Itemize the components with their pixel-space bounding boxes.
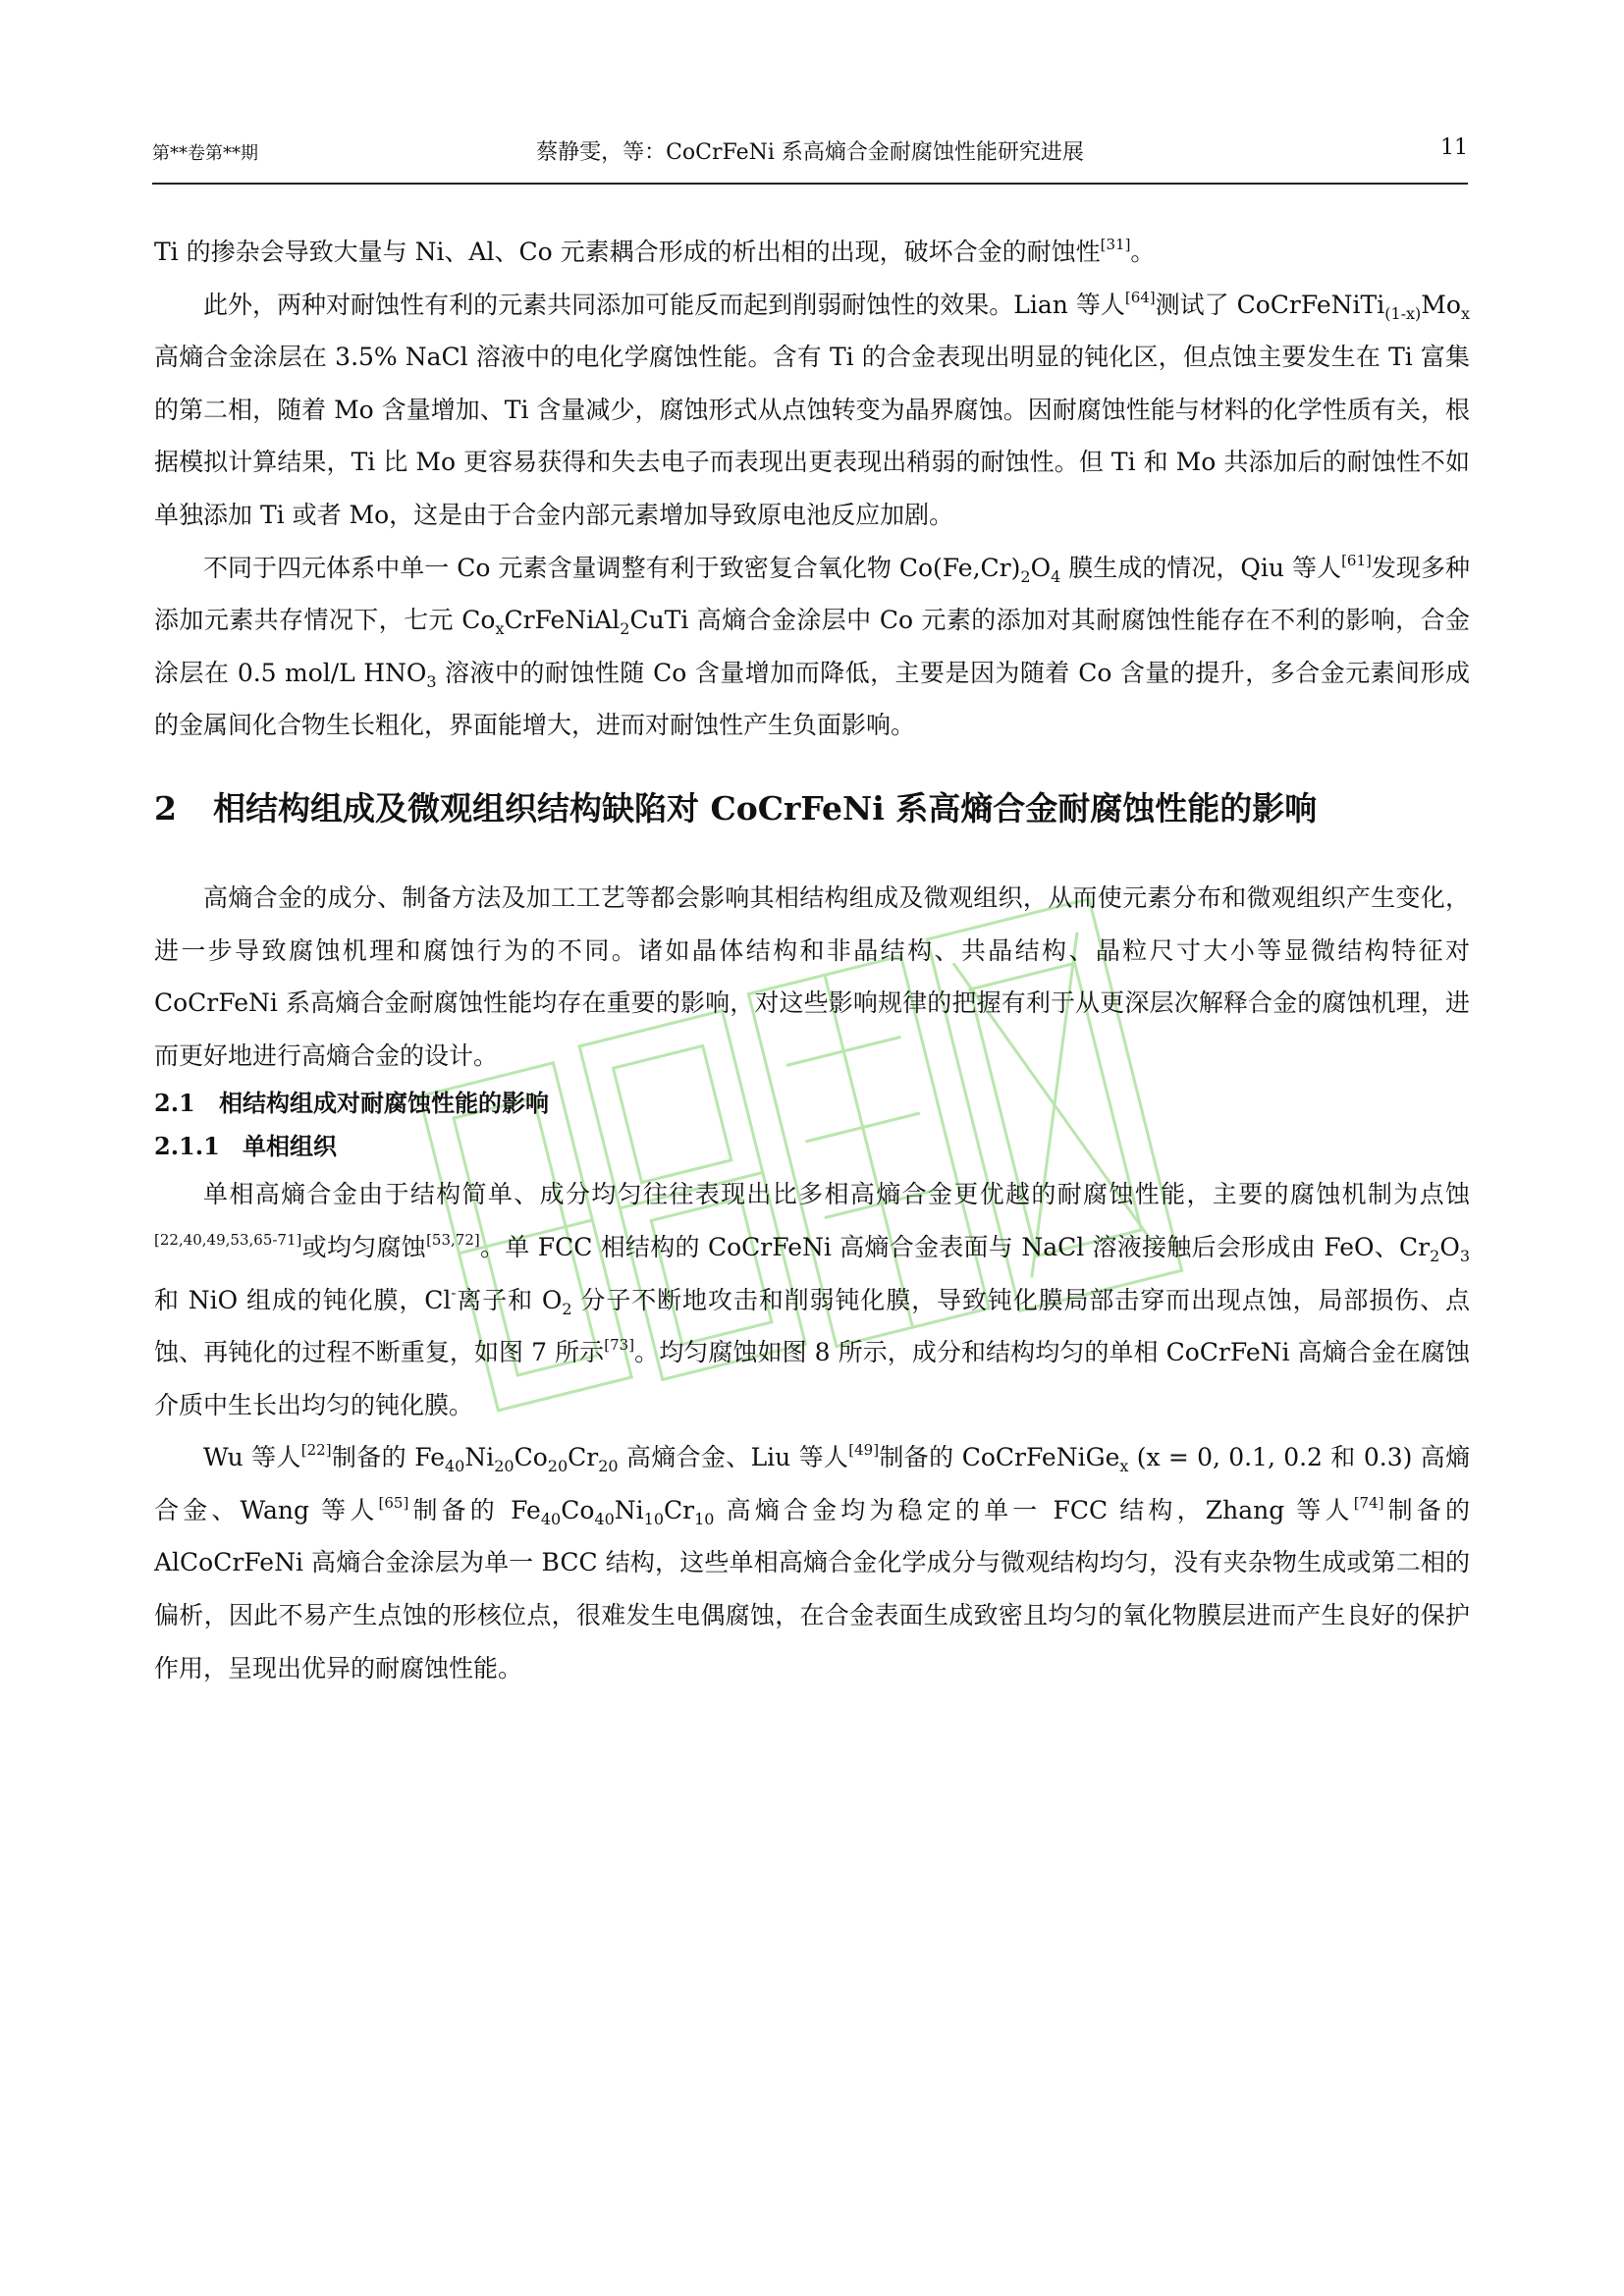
page-body	[154, 226, 1470, 1694]
page-number: 11	[1440, 135, 1468, 160]
section-heading-2-1-1: 2.1.1 单相组织	[154, 1132, 337, 1161]
citation: [64]	[1124, 288, 1156, 306]
running-header	[152, 132, 1468, 171]
citation: [73]	[604, 1336, 635, 1355]
paragraph-5: 单相高熵合金由于结构简单、成分均匀往往表现出比多相高熵合金更优越的耐腐蚀性能，主要的腐蚀机制为点蚀[22,40,49,53,65-71]或均匀腐蚀[53,72]。单 FCC 相结构的 CoCrFeNi 高熵合金表面与 NaCl 溶液接触后会形成由 FeO、$Cr_2O_3$ 和 NiO 组成的钝化膜，Cl-离子和 $O_2$ 分子不断地攻击和削弱钝化膜，导致钝化膜局部击穿而出现点蚀，局部损伤、点蚀、再钝化的过程不断重复，如图 7 所示[73]。均匀腐蚀如图 8 所示，成分和结构均匀的单相 CoCrFeNi 高熵合金在腐蚀介质中生长出均匀的钝化膜。	[154, 1180, 1470, 1419]
citation: [22]	[300, 1441, 332, 1460]
citation: [74]	[1353, 1493, 1384, 1512]
citation: [31]	[1100, 236, 1131, 253]
citation: [53,72]	[426, 1230, 480, 1249]
paragraph-1: Ti 的掺杂会导致大量与 Ni、Al、Co 元素耦合形成的析出相的出现，破坏合金的耐蚀性[31]。	[154, 236, 1156, 266]
citation: [22,40,49,53,65-71]	[154, 1230, 302, 1249]
header-divider	[152, 183, 1468, 185]
paragraph-4: 高熵合金的成分、制备方法及加工工艺等都会影响其相结构组成及微观组织，从而使元素分布和微观组织产生变化，进一步导致腐蚀机理和腐蚀行为的不同。诸如晶体结构和非晶结构、共晶结构、晶粒尺寸大小等显微结构特征对 CoCrFeNi 系高熵合金耐腐蚀性能均存在重要的影响，对这些影响规律的把握有利于从更深层次解释合金的腐蚀机理，进而更好地进行高熵合金的设计。	[154, 882, 1470, 1070]
paragraph-3: 不同于四元体系中单一 Co 元素含量调整有利于致密复合氧化物 $Co(Fe,Cr)_2O_4$ 膜生成的情况，Qiu 等人[61]发现多种添加元素共存情况下，七元 $Co_xCrFeNiAl_2CuTi$ 高熵合金涂层中 Co 元素的添加对其耐腐蚀性能存在不利的影响，合金涂层在 0.5 mol/L $HNO_3$ 溶液中的耐蚀性随 Co 含量增加而降低，主要是因为随着 Co 含量的提升，多合金元素间形成的金属间化合物生长粗化，界面能增大，进而对耐蚀性产生负面影响。	[154, 551, 1470, 740]
paragraph-2: 此外，两种对耐蚀性有利的元素共同添加可能反而起到削弱耐蚀性的效果。Lian 等人[64]测试了 $CoCrFeNiTi_{(1-x)}Mo_x$ 高熵合金涂层在 3.5% NaCl 溶液中的电化学腐蚀性能。含有 Ti 的合金表现出明显的钝化区，但点蚀主要发生在 Ti 富集的第二相，随着 Mo 含量增加、Ti 含量减少，腐蚀形式从点蚀转变为晶界腐蚀。因耐腐蚀性能与材料的化学性质有关，根据模拟计算结果，Ti 比 Mo 更容易获得和失去电子而表现出更表现出稍弱的耐蚀性。但 Ti 和 Mo 共添加后的耐蚀性不如单独添加 Ti 或者 Mo，这是由于合金内部元素增加导致原电池反应加剧。	[154, 288, 1470, 529]
journal-volume-issue: 第**卷第**期	[152, 143, 258, 164]
citation: [61]	[1341, 551, 1372, 569]
running-title: 蔡静雯，等：CoCrFeNi 系高熵合金耐腐蚀性能研究进展	[536, 140, 1084, 165]
citation: [65]	[378, 1493, 409, 1512]
section-heading-2-1: 2.1 相结构组成对耐腐蚀性能的影响	[154, 1089, 549, 1118]
paragraph-6: Wu 等人[22]制备的 $Fe_{40}Ni_{20}Co_{20}Cr_{20}$ 高熵合金、Liu 等人[49]制备的 CoCrFeNiGe$_x$ (x = 0, 0.1, 0.2 和 0.3) 高熵合金、Wang 等人[65]制备的 $Fe_{40}Co_{40}Ni_{10}Cr_{10}$ 高熵合金均为稳定的单一 FCC 结构，Zhang 等人[74]制备的 AlCoCrFeNi 高熵合金涂层为单一 BCC 结构，这些单相高熵合金化学成分与微观结构均匀，没有夹杂物生成或第二相的偏析，因此不易产生点蚀的形核位点，很难发生电偶腐蚀，在合金表面生成致密且均匀的氧化物膜层进而产生良好的保护作用，呈现出优异的耐腐蚀性能。	[154, 1441, 1471, 1682]
section-heading-2: 2 相结构组成及微观组织结构缺陷对 CoCrFeNi 系高熵合金耐腐蚀性能的影响	[154, 788, 1318, 828]
citation: [49]	[848, 1441, 880, 1460]
